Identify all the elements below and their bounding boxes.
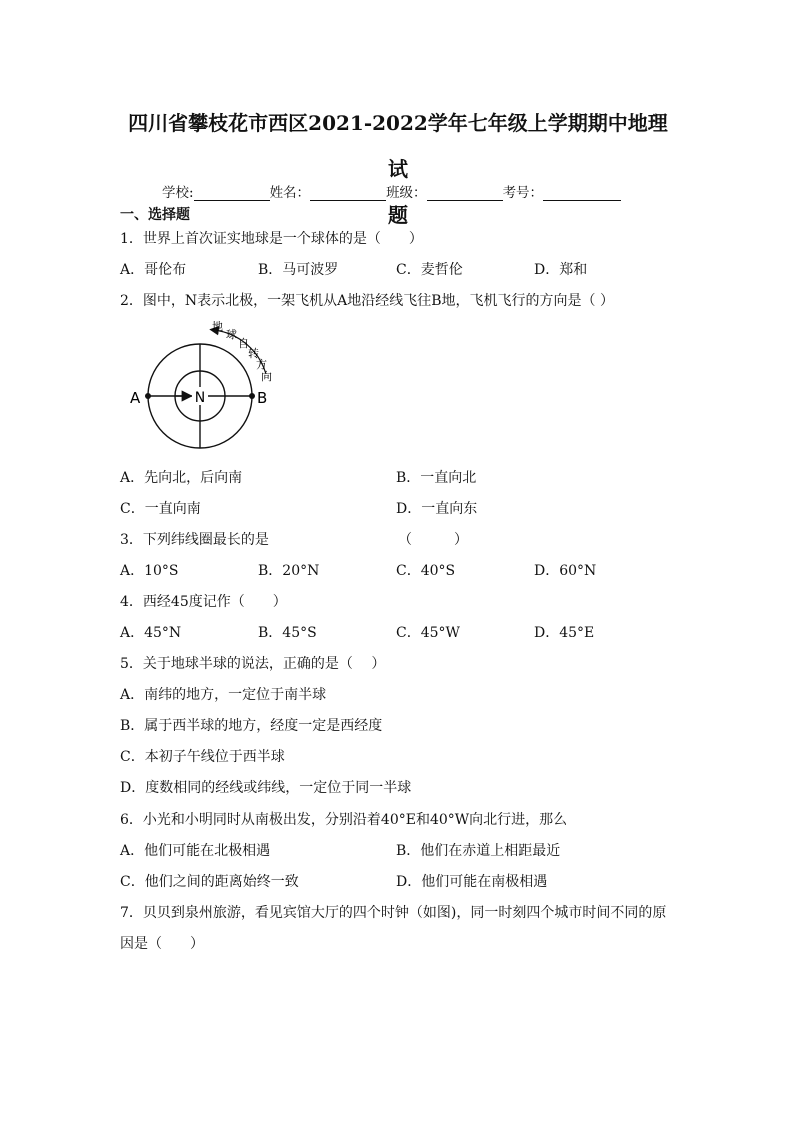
page-title — [120, 100, 676, 238]
q5-option-d[interactable]: D．度数相同的经线或纬线，一定位于同一半球 — [120, 780, 412, 796]
label-b: B — [257, 389, 268, 407]
point-a-dot — [145, 393, 151, 399]
question-3-answer-blank: （ ） — [398, 532, 468, 548]
q3-option-c[interactable]: C．40°S — [396, 563, 456, 579]
q1-option-d[interactable]: D．郑和 — [534, 262, 588, 278]
q5-option-c[interactable]: C．本初子午线位于西半球 — [120, 749, 285, 765]
q1-option-b[interactable]: B．马可波罗 — [258, 262, 339, 278]
q5-option-b[interactable]: B．属于西半球的地方，经度一定是西经度 — [120, 718, 383, 734]
q2-option-d[interactable]: D．一直向东 — [396, 501, 478, 517]
school-label: 学校: — [162, 185, 194, 201]
rotation-char-4: 转 — [248, 347, 259, 360]
title-line-2: 题 — [388, 203, 408, 227]
q2-option-c[interactable]: C．一直向南 — [120, 501, 201, 517]
question-7-stem-line-1: 7．贝贝到泉州旅游，看见宾馆大厅的四个时钟（如图)，同一时刻四个城市时间不同的原 — [120, 905, 667, 921]
section-heading: 一、选择题 — [120, 207, 190, 223]
question-6-stem: 6．小光和小明同时从南极出发，分别沿着40°E和40°W向北行进，那么 — [120, 812, 568, 828]
q2-option-b[interactable]: B．一直向北 — [396, 470, 477, 486]
q4-option-c[interactable]: C．45°W — [396, 625, 460, 641]
question-2-stem: 2．图中，N表示北极，一架飞机从A地沿经线飞往B地，飞机飞行的方向是（ ） — [120, 293, 615, 309]
rotation-char-3: 自 — [238, 337, 249, 350]
polar-view-diagram — [128, 316, 288, 456]
q3-option-a[interactable]: A．10°S — [120, 563, 179, 579]
q5-option-a[interactable]: A．南纬的地方，一定位于南半球 — [120, 687, 327, 703]
q6-option-b[interactable]: B．他们在赤道上相距最近 — [396, 843, 561, 859]
rotation-char-6: 向 — [261, 370, 272, 383]
exam-no-blank[interactable] — [543, 186, 621, 201]
q4-option-d[interactable]: D．45°E — [534, 625, 595, 641]
question-4-stem: 4．西经45度记作（ ） — [120, 594, 287, 610]
question-1-stem: 1．世界上首次证实地球是一个球体的是（ ） — [120, 231, 423, 247]
class-blank[interactable] — [427, 186, 503, 201]
title-line-1: 四川省攀枝花市西区2021-2022学年七年级上学期期中地理试 — [128, 111, 668, 181]
point-b-dot — [249, 393, 255, 399]
q4-option-a[interactable]: A．45°N — [120, 625, 182, 641]
exam-no-label: 考号： — [502, 185, 544, 201]
q4-option-b[interactable]: B．45°S — [258, 625, 317, 641]
rotation-char-1: 地 — [212, 320, 223, 333]
q1-option-c[interactable]: C．麦哲伦 — [396, 262, 463, 278]
student-info-row — [162, 181, 621, 201]
school-blank[interactable] — [194, 186, 270, 201]
label-n: N — [194, 390, 206, 406]
q6-option-d[interactable]: D．他们可能在南极相遇 — [396, 874, 548, 890]
rotation-char-2: 球 — [226, 328, 237, 341]
q1-option-a[interactable]: A．哥伦布 — [120, 262, 187, 278]
q2-option-a[interactable]: A．先向北，后向南 — [120, 470, 243, 486]
name-blank[interactable] — [310, 186, 386, 201]
q6-option-a[interactable]: A．他们可能在北极相遇 — [120, 843, 271, 859]
q3-option-b[interactable]: B．20°N — [258, 563, 320, 579]
question-3-stem: 3．下列纬线圈最长的是 — [120, 532, 269, 548]
question-7-stem-line-2: 因是（ ） — [120, 936, 204, 952]
label-a: A — [130, 389, 141, 407]
class-label: 班级： — [386, 185, 427, 201]
question-5-stem: 5．关于地球半球的说法，正确的是（ ） — [120, 656, 386, 672]
q3-option-d[interactable]: D．60°N — [534, 563, 597, 579]
name-label: 姓名： — [269, 185, 311, 201]
rotation-char-5: 方 — [256, 358, 267, 371]
q6-option-c[interactable]: C．他们之间的距离始终一致 — [120, 874, 299, 890]
